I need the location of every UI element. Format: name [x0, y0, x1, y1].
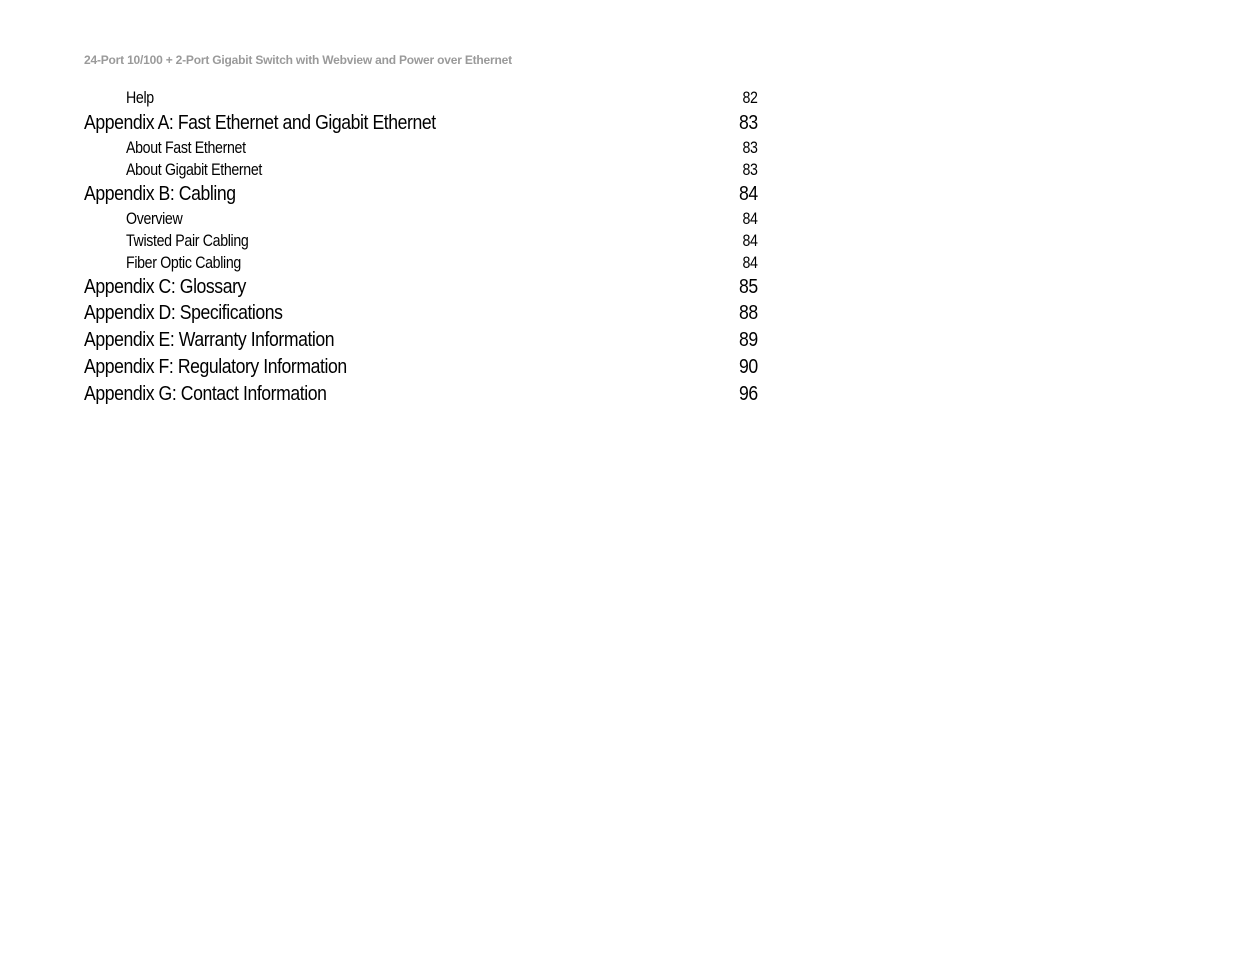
toc-entry-page-number: 96: [739, 381, 758, 405]
toc-entry-title: Appendix A: Fast Ethernet and Gigabit Ethernet: [84, 111, 436, 134]
toc-entry-title: Fiber Optic Cabling: [126, 253, 241, 272]
toc-entry-about-fast-ethernet[interactable]: [84, 137, 758, 159]
toc-entry-fiber-optic-cabling[interactable]: [84, 252, 758, 274]
toc-entry-page-number: 83: [739, 111, 758, 134]
toc-entry-page-number: 83: [742, 138, 758, 157]
toc-entry-title: Twisted Pair Cabling: [126, 231, 249, 250]
toc-entry-title: Appendix C: Glossary: [84, 274, 246, 298]
table-of-contents: [84, 86, 758, 408]
toc-entry-title: Appendix B: Cabling: [84, 181, 236, 205]
toc-entry-appendix-f[interactable]: [84, 354, 758, 381]
toc-entry-page-number: 83: [742, 160, 758, 179]
toc-entry-appendix-b[interactable]: [84, 181, 758, 208]
toc-entry-twisted-pair-cabling[interactable]: [84, 230, 758, 252]
toc-entry-help[interactable]: [84, 86, 758, 110]
toc-entry-page-number: 89: [739, 328, 758, 352]
toc-entry-title: Appendix D: Specifications: [84, 301, 283, 325]
toc-entry-title: Overview: [126, 209, 183, 228]
toc-entry-title: Appendix F: Regulatory Information: [84, 354, 347, 378]
toc-entry-page-number: 85: [739, 274, 758, 298]
toc-entry-title: Appendix E: Warranty Information: [84, 328, 335, 352]
toc-entry-appendix-a[interactable]: [84, 110, 758, 137]
toc-entry-page-number: 84: [739, 181, 758, 205]
toc-entry-overview[interactable]: [84, 208, 758, 230]
toc-entry-title: Help: [126, 89, 154, 107]
running-header: 24-Port 10/100 + 2-Port Gigabit Switch with Webview and Power over Ethernet: [84, 53, 512, 67]
toc-entry-appendix-g[interactable]: [84, 381, 758, 408]
toc-entry-about-gigabit-ethernet[interactable]: [84, 159, 758, 181]
toc-entry-page-number: 84: [742, 209, 758, 228]
toc-entry-title: Appendix G: Contact Information: [84, 381, 327, 405]
toc-entry-page-number: 82: [742, 89, 758, 107]
toc-entry-page-number: 88: [739, 301, 758, 325]
toc-entry-title: About Fast Ethernet: [126, 138, 246, 157]
toc-entry-appendix-c[interactable]: [84, 274, 758, 301]
toc-entry-page-number: 84: [742, 253, 758, 272]
toc-entry-title: About Gigabit Ethernet: [126, 160, 263, 179]
toc-entry-page-number: 90: [739, 354, 758, 378]
toc-entry-appendix-e[interactable]: [84, 327, 758, 354]
toc-entry-appendix-d[interactable]: [84, 300, 758, 327]
toc-entry-page-number: 84: [742, 231, 758, 250]
